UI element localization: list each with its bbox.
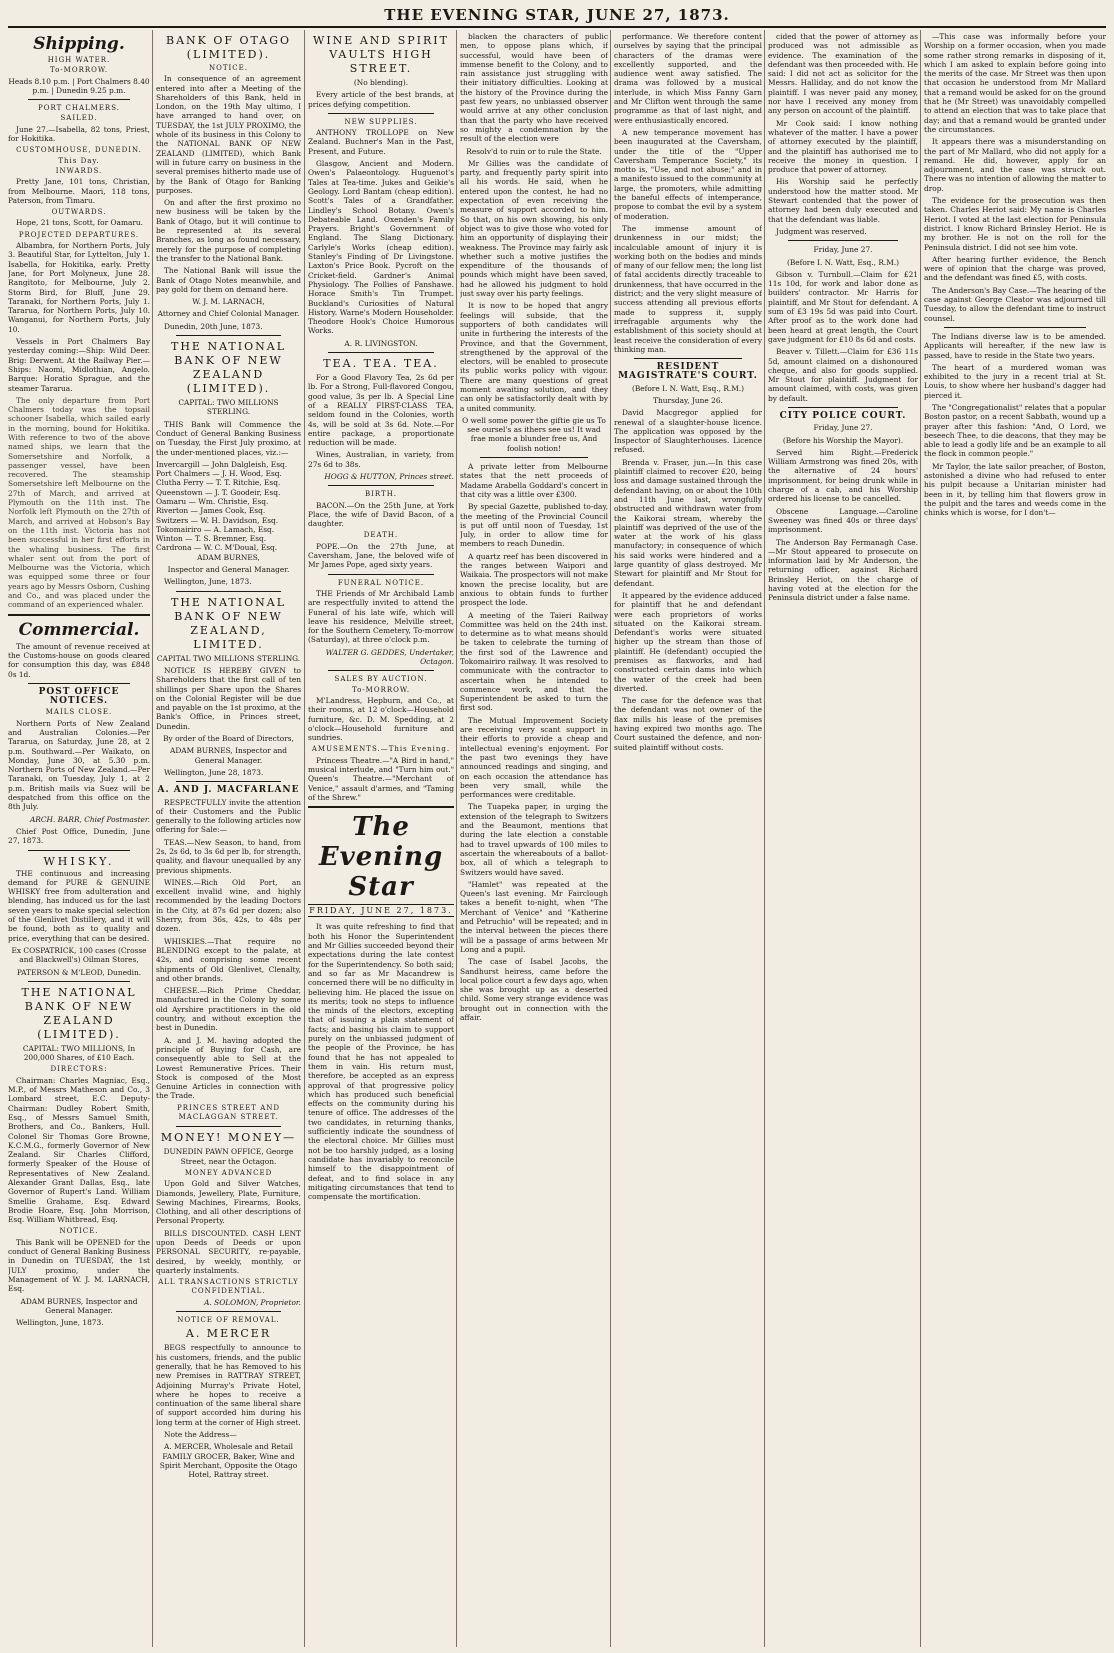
news-item: The Tuapeka paper, in urging the extension of the telegraph to Switzers and the Beaumont, mentions that during the late election a constable had to travel upwards of 100 miles to ascertain the whereabouts of a ballot-box, all of which a telegraph to Switzers would have saved. bbox=[460, 802, 608, 877]
divider bbox=[28, 99, 130, 100]
branch-row: Clutha Ferry — T. T. Ritchie, Esq. bbox=[156, 478, 281, 488]
divider bbox=[328, 113, 434, 114]
leading-article: It was quite refreshing to find that both his Honor the Superintendent and Mr Gillies succeeded beyond their expectations during the late contest for the Superintendency. So both said; and so far as Mr Macandrew is concerned there will be no difficulty in believing him. He placed the issue on its merits; took no steps to influence the minds of the electors, excepting that of issuing a plain statement of facts; and basing his claim to support purely on the unbiassed judgment of the people of the Province, he has found that he has not appealed to them in vain. His return must, therefore, be accepted as an express approval of that progressive policy which has produced such beneficial effects on the community during his tenure of office. The addresses of the two candidates, in returning thanks, sufficiently indicate the soundness of the electoral choice. Mr Gillies must not be too harshly judged, as a losing candidate has invariably to reconcile himself to the disappointment of defeat, and to find solace in any mitigating circumstances that tend to compensate the mortification. bbox=[308, 922, 454, 1202]
otago-signature-title: Attorney and Chief Colonial Manager. bbox=[157, 309, 300, 319]
directors-text: Chairman: Charles Magniac, Esq., M.P., of Messrs Matheson and Co., 3 Lombard street, E.C. Deputy-Chairman: Dudley Robert Smith, Esq., of Messrs Samuel Smith, Brothers, and Co., Bankers, Hull. Colonel Sir Thomas Gore Browne, K.C.M.G., formerly Governor of New Zealand. Sir Charles Clifford, formerly Speaker of the House of Representatives of New Zealand. Alexander Grant Dallas, Esq., late Governor of Rupert's Land. William Smellie Grahame, Esq. Edward Brodie Hoare, Esq. John Morrison, Esq. William Whitbread, Esq. bbox=[8, 1075, 150, 1225]
article-paragraph: blacken the characters of public men, to oppose plans which, if successful, would have been of immense benefit to the Colony, and to rain assistance just struggling with their initiatory difficulties. Looking at the history of the Province during the past few years, no unbiassed observer would arrive at any other conclusion than that the party who have received so mighty a condemnation by the result of the election were bbox=[460, 32, 608, 144]
nb2-date: Wellington, June 28, 1873. bbox=[164, 767, 264, 777]
friday-before: (Before I. N. Watt, Esq., R.M.) bbox=[786, 257, 900, 267]
court-case: cided that the power of attorney as produced was not admissible as evidence. The examination of the defendant was then proceeded with. He said: I did not act as solicitor for the Messrs. Halliday, and do not know the plaintiff. I was never paid any money, nor have I received any money from any person on account of the plaintiff. bbox=[768, 32, 918, 116]
tea-text: For a Good Flavory Tea, 2s 6d per lb. For a Strong, Full-flavored Congou, good value, 3s per lb. A Special Line of a REALLY FIRST-CLASS TEA, seldom found in the Colonies, worth 4s, will be sold at 3s 6d. Note.—For entire package, a proportionate reduction will be made. bbox=[308, 373, 454, 448]
bank-notice-date: Wellington, June, 1873. bbox=[16, 1318, 104, 1328]
inwards-label: INWARDS. bbox=[55, 166, 103, 175]
whisky-signature: PATERSON & M'LEOD, Dunedin. bbox=[16, 967, 142, 977]
divider bbox=[28, 683, 130, 684]
branch-row: Switzers — W. H. Davidson, Esq. bbox=[156, 515, 279, 525]
news-item: The case of Isabel Jacobs, the Sandhurst heiress, came before the local police court a few days ago, when she was brought up as a deserted child. Some very strange evidence was brought out in connection with the affair. bbox=[460, 957, 608, 1022]
column-4 bbox=[460, 32, 608, 1647]
high-water-heading: HIGH WATER. bbox=[47, 56, 111, 64]
branch-row: Cardrona — W. C. M'Doual, Esq. bbox=[156, 543, 278, 553]
macfarlane-teas: TEAS.—New Season, to hand, from 2s, 2s 6d, to 3s 6d per lb, for strength, quality, and flavour unequalled by any previous shipments. bbox=[156, 837, 301, 875]
commercial-text: The amount of revenue received at the Customs-house on goods cleared for consumption this day, was £848 0s 1d. bbox=[8, 641, 150, 679]
wine-vaults-heading: WINE AND SPIRIT VAULTS HIGH STREET. bbox=[313, 34, 449, 75]
column-5 bbox=[614, 32, 762, 1647]
news-item: A new temperance movement has been inaugurated at the Caversham, under the title of the "Upper Caversham Temperance Society," its motto is, "Use, and not abuse;" and in a manifesto issued to the community at large, the promoters, while admitting the baneful effects of intemperance, propose to combat the evil by a system of moderation. bbox=[614, 127, 762, 221]
sailed-label: SAILED. bbox=[60, 114, 98, 123]
news-item: performance. We therefore content ourselves by saying that the principal characters of the dramas were excellently supported, and the audience went away satisfied. The drama was followed by a musical interlude, in which Miss Fanny Garn and Mr Clifton went through the same programme as that of last night, and were enthusiastically encored. bbox=[614, 32, 762, 125]
news-item: The Mutual Improvement Society are receiving very scant support in their efforts to provide a cheap and intellectual evening's enjoyment. For the past two evenings they have announced readings and singing, and on each occasion the attendance has been very small, while the performances were creditable. bbox=[460, 715, 608, 800]
court-case: Beaver v. Tillett.—Claim for £36 11s 5d, amount claimed on a dishonoured cheque, and also for goods supplied. Mr Stout for plaintiff. Judgment for amount claimed, with costs, was given by default. bbox=[768, 347, 918, 403]
projected-text: Albambra, for Northern Ports, July 3. Beautiful Star, for Lyttelton, July 1. Isabella, for Hokitika, early. Pretty Jane, for Port Molyneux, June 28. Rangitoto, for Melbourne, July 2. Storm Bird, for Bluff, June 29. Taranaki, for Northern Ports, July 1. Tararua, for Northern Ports, July 10. Wanganui, for Northern Ports, July 10. bbox=[8, 241, 150, 334]
birth-heading: BIRTH. bbox=[364, 490, 398, 499]
divider bbox=[176, 1311, 281, 1312]
commercial-heading: Commercial. bbox=[18, 619, 140, 640]
branch-row: Winton — T. S. Bremner, Esq. bbox=[156, 534, 267, 544]
amusements-text: Princess Theatre.—"A Bird in hand," musical interlude, and "Turn him out." Queen's Theatre.—"Merchant of Venice," assault d'armes, and "Taming of the Shrew." bbox=[308, 755, 454, 802]
bank-notice-heading: NOTICE. bbox=[59, 1227, 99, 1236]
money-advanced-label: MONEY ADVANCED bbox=[184, 1168, 273, 1177]
new-supplies-heading: NEW SUPPLIES. bbox=[344, 117, 418, 126]
tea-heading: TEA. TEA. TEA. bbox=[323, 357, 439, 371]
divider bbox=[8, 614, 150, 616]
post-office-heading: POST OFFICE NOTICES. bbox=[38, 686, 120, 707]
news-item: The heart of a murdered woman was exhibited to the jury in a recent trial at St. Louis, to show where her husband's dagger had pierced it. bbox=[924, 362, 1106, 400]
sailed-text: June 27.—Isabella, 82 tons, Priest, for Hokitika. bbox=[8, 124, 150, 144]
issue-dateline: FRIDAY, JUNE 27, 1873. bbox=[308, 904, 454, 917]
sales-text: M'Landress, Hepburn, and Co., at their rooms, at 12 o'clock—Household furniture, &c. D. M. Spedding, at 2 o'clock—Household furniture and sundries. bbox=[308, 695, 454, 743]
column-1 bbox=[8, 32, 150, 1647]
mercer-heading: A. MERCER bbox=[185, 1327, 272, 1341]
court-case: The Anderson's Bay Case.—The hearing of the case against George Cleator was adjourned till Tuesday, to allow the defendant time to instruct counsel. bbox=[924, 285, 1106, 323]
death-heading: DEATH. bbox=[363, 531, 399, 540]
this-day-label: This Day. bbox=[58, 156, 100, 165]
column-6 bbox=[768, 32, 918, 1647]
news-item: The Indians diverse law is to be amended. Applicants will hereafter, if the new law is passed, have to reside in the State two years. bbox=[924, 331, 1106, 360]
court-case: The evidence for the prosecution was then taken. Charles Heriot said: My name is Charles Heriot. I voted at the last election for Peninsula district. I know Richard Brinsley Heriot. He is my brother. He is not on the roll for the Peninsula district. I did not see him vote. bbox=[924, 196, 1106, 252]
column-rule bbox=[456, 30, 457, 1647]
divider bbox=[328, 485, 434, 486]
nb2-capital: CAPITAL TWO MILLIONS STERLING. bbox=[156, 653, 301, 663]
divider bbox=[944, 327, 1086, 328]
customhouse-heading: CUSTOMHOUSE, DUNEDIN. bbox=[16, 146, 142, 155]
column-2 bbox=[156, 32, 301, 1647]
death-text: POPE.—On the 27th June, at Caversham, Jane, the beloved wife of Mr James Pope, aged sixty years. bbox=[308, 541, 454, 570]
removal-heading: NOTICE OF REMOVAL. bbox=[177, 1316, 280, 1325]
national-bank-heading-2: THE NATIONAL BANK OF NEW ZEALAND (LIMITED). bbox=[171, 340, 286, 396]
macfarlane-cheese: CHEESE.—Rich Prime Cheddar, manufactured in the Colony by some old Ayrshire practitioners in the old country, and without exception the best in Dunedin. bbox=[156, 986, 301, 1033]
divider bbox=[176, 1126, 281, 1127]
column-rule bbox=[764, 30, 765, 1647]
hogg-signature: HOGG & HUTTON, Princes street. bbox=[324, 471, 454, 481]
divider bbox=[328, 574, 434, 575]
otago-text: In consequence of an agreement entered into after a Meeting of the Shareholders of this Bank, held in London, on the 19th May ultimo, I have arranged to hand over, on TUESDAY, the 1st JULY PROXIMO, the whole of its business in this Colony to the NATIONAL BANK OF NEW ZEALAND (LIMITED), which Bank will in future carry on business in the several premises hitherto made use of by the Bank of Otago for Banking purposes. bbox=[156, 74, 301, 195]
news-item: By special Gazette, published to-day, the meeting of the Provincial Council is put off until noon of Tuesday, 1st July, in order to allow time for members to reach Dunedin. bbox=[460, 502, 608, 549]
article-paragraph: It is now to be hoped that angry feelings will subside, that the supporters of both candidates will unite in furthering the interests of the Province, and that the Government, strengthened by the approval of the electors, will be enabled to prosecute its public works policy with vigour. There are many questions of great moment awaiting solution, and they can only be satisfactorily dealt with by a united community. bbox=[460, 301, 608, 413]
mercer-note: Note the Address— bbox=[164, 1430, 237, 1440]
city-court-before: (Before his Worship the Mayor). bbox=[782, 435, 904, 445]
page-masthead: THE EVENING STAR, JUNE 27, 1873. bbox=[8, 6, 1106, 28]
otago-notice-label: NOTICE. bbox=[209, 64, 248, 72]
bank-notice-text: This Bank will be OPENED for the conduct of General Banking Business in Dunedin on TUESDAY, the 1st JULY proximo, under the Management of W. J. M. LARNACH, Esq. bbox=[8, 1237, 150, 1294]
evening-star-logo: The Evening Star bbox=[318, 812, 444, 903]
court-case: Mr Cook said: I know nothing whatever of the matter. I have a power of attorney executed by the plaintiff, and the plaintiff has authorised me to receive the money in question. I produce that power of attorney. bbox=[768, 118, 918, 175]
macfarlane-wines: WINES.—Rich Old Port, an excellent invalid wine, and highly recommended by the leading Doctors in the City, at 87s 6d per dozen; also Sherry, from 36s, 42s, to 48s per dozen. bbox=[156, 877, 301, 934]
national-bank-heading: THE NATIONAL BANK OF NEW ZEALAND (LIMITED). bbox=[21, 985, 137, 1041]
whisky-shipment: Ex COSPATRICK, 100 cases (Crosse and Blackwell's) Oilman Stores, bbox=[11, 945, 147, 965]
court-case: The Anderson Bay Fermanagh Case.—Mr Stout appeared to prosecute on information laid by Mr Anderson, the returning officer, against Richard Brinsley Heriot, on the charge of having voted at the election for the Peninsula district under a false name. bbox=[768, 537, 918, 603]
branch-row: Oamaru — Wm. Christie, Esq. bbox=[156, 496, 269, 506]
whisky-heading: WHISKY. bbox=[43, 854, 115, 868]
mails-close-label: MAILS CLOSE. bbox=[45, 708, 113, 717]
amusements-heading: AMUSEMENTS.—This Evening. bbox=[311, 745, 451, 754]
divider bbox=[788, 240, 898, 241]
money-signature: A. SOLOMON, Proprietor. bbox=[204, 1297, 301, 1307]
divider bbox=[328, 352, 434, 353]
court-case: Obscene Language.—Caroline Sweeney was fined 40s or three days' imprisonment. bbox=[768, 506, 918, 535]
money-bills: BILLS DISCOUNTED. CASH LENT upon Deeds of Deeds or upon PERSONAL SECURITY, re-payable, desired, by weekly, monthly, or quarterly instalments. bbox=[156, 1228, 301, 1275]
whisky-text: THE continuous and increasing demand for PURE & GENUINE WHISKY free from adulteration and blending, has induced us for the last seven years to make special selection of the Glenlivet Distillery, and it will be found, both as to quality and price, everything that can be desired. bbox=[8, 868, 150, 943]
friday-date: Friday, June 27. bbox=[813, 245, 873, 255]
divider bbox=[176, 781, 281, 782]
book-list: Glasgow, Ancient and Modern. Owen's Palaeontology. Huguenot's Tales at Tea-time. Jukes and Geikie's Geology. Lord Bantam (cheap edition). Scott's Tales of a Grandfather. Lindley's School Botany. Owen's Debateable Land. Oxenden's Family Prayers. Bright's Government of England. The Slang Dictionary. Carlyle's Works (cheap edition). Stanley's Finding of Dr Livingstone. Laxton's Price Book. Pycroft on the Cricket-field. Gardner's Animal Physiology. The Follies of Fanshawe. Horace Smith's Tin Trumpet. Buckland's Curiosities of Natural History. Warne's Modern Householder. Theodore Hook's Choice Humorous Works. bbox=[308, 159, 454, 336]
projected-heading: PROJECTED DEPARTURES. bbox=[18, 230, 140, 239]
court-case: Served him Right.—Frederick William Armstrong was fined 20s, with the alternative of 24 hours' imprisonment, for being drunk while in charge of a cab, and his Worship ordered his license to be cancelled. bbox=[768, 447, 918, 504]
otago-date: Dunedin, 20th June, 1873. bbox=[164, 321, 263, 331]
money-text: Upon Gold and Silver Watches, Diamonds, Jewellery, Plate, Furniture, Sewing Machines, Firearms, Books, Clothing, and all other descriptions of Personal Property. bbox=[156, 1179, 301, 1226]
nb-text: THIS Bank will Commence the Conduct of General Banking Business on Tuesday, the First July proximo, at the under-mentioned places, viz.:— bbox=[156, 419, 301, 457]
shipping-body: The only departure from Port Chalmers today was the topsail schooner Isabella, which sailed early in the morning, bound for Hokitika. With reference to two of the above named ships, we learn that the Somersetshire and Norfolk, a passenger vessel, have been recovered. The steamship Somersetshire left Melbourne on the 27th of March, and arrived at Plymouth on the 11th inst. The Norfolk left Plymouth on the 27th of March, and arrived at Hobson's Bay on the 11th inst. Victoria has not been successful in her first efforts in the whaling business. The first whaler sent out from the port of Melbourne was the Victoria, which was equipped some three or four years ago by Messrs Osborn, Cushing and Co., and was placed under the command of an experienced whaler. bbox=[8, 395, 150, 610]
money-subheading: DUNEDIN PAWN OFFICE, George Street, near the Octagon. bbox=[163, 1147, 294, 1166]
column-3 bbox=[308, 32, 454, 1647]
money-heading: MONEY! MONEY— bbox=[160, 1131, 297, 1145]
tomorrow-label: To-MORROW. bbox=[49, 66, 109, 75]
news-item: The immense amount of drunkenness in our midst; the incalculable amount of injury it is working both on the bodies and minds of many of our fellow men; the long list of fatal accidents directly traceable to drunkenness, that have occurred in the district; and the very slight measure of success attending all previous efforts made to suppress it, supply irrefragable arguments why the establishment of this society should at least receive the consideration of every thinking man. bbox=[614, 223, 762, 354]
article-poem: O well some power the giftie gie us To see oursel's as ithers see us! It wad frae monie a blunder free us, And foolish notion! bbox=[462, 415, 606, 453]
court-case: The case for the defence was that the defendant was not owner of the flax mills his lease of the premises having expired two months ago. The Court sustained the defence, and non-suited plaintiff without costs. bbox=[614, 696, 762, 752]
otago-text-2: On and after the first proximo no new business will be taken by the Bank of Otago, but it will continue to be represented at its several Branches, as long as found necessary, merely for the purpose of completing the transfer to the National Bank. bbox=[156, 198, 301, 263]
divider bbox=[28, 981, 130, 982]
nb2-order: By order of the Board of Directors, bbox=[163, 734, 294, 744]
court-case: Judgment was reserved. bbox=[776, 226, 867, 236]
post-signature: ARCH. BARR, Chief Postmaster. bbox=[29, 814, 150, 824]
outwards-text: Hope, 21 tons, Scott, for Oamaru. bbox=[16, 218, 144, 228]
column-rule bbox=[920, 30, 921, 1647]
news-item: Mr Taylor, the late sailor preacher, of Boston, astonished a divine who had refused to enter his pulpit because a Unitarian minister had been in it, by telling him that flowers grow in the pulpit and the tares and weeds come in the chinks which is worse, for I don't— bbox=[924, 461, 1106, 518]
column-rule bbox=[152, 30, 153, 1647]
article-paragraph: Mr Gillies was the candidate of party, and frequently party spirit into all his words. He said, when he entered upon the contest, he had no expectation of even receiving the measure of support accorded to him. So that, on his own showing, his only object was to give those who voted for him an opportunity of displaying their weakness. The Province may fairly ask whether such a motive justifies the expenditure of the thousands of pounds which might have been saved, had he allowed his judgment to hold just sway over his party feelings. bbox=[460, 158, 608, 299]
post-date: Chief Post Office, Dunedin, June 27, 1873. bbox=[8, 826, 150, 846]
wine-subheading: (No blending). bbox=[353, 78, 409, 87]
macfarlane-address: PRINCES STREET AND MACLAGGAN STREET. bbox=[177, 1103, 280, 1122]
macfarlane-heading: A. AND J. MACFARLANE bbox=[157, 785, 300, 796]
article-quote: Resolv'd to ruin or to rule the State. bbox=[466, 146, 602, 156]
funeral-heading: FUNERAL NOTICE. bbox=[337, 578, 425, 587]
wine-text: Every article of the best brands, at prices defying competition. bbox=[308, 90, 454, 109]
bank-capital: CAPITAL: TWO MILLIONS, In 200,000 Shares, of £10 Each. bbox=[22, 1043, 136, 1063]
divider bbox=[480, 457, 588, 458]
funeral-text: THE Friends of Mr Archibald Lamb are respectfully invited to attend the Funeral of his late wife, which will leave his residence, Melville street, for the Southern Cemetery, To-morrow (Saturday), at three o'clock p.m. bbox=[308, 588, 454, 645]
outwards-label: OUTWARDS. bbox=[51, 208, 107, 217]
court-case: It appeared by the evidence adduced for plaintiff that he and defendant were each proprietors of works situated on the Kaikorai stream. Defendant's works were situated higher up the stream than those of plaintiff. He (defendant) occupied the premises as flaxworks, and had constructed certain dams into which the water of the creek had been diverted. bbox=[614, 590, 762, 693]
divider bbox=[634, 358, 742, 359]
rm-court-heading: RESIDENT MAGISTRATE'S COURT. bbox=[618, 362, 758, 382]
macfarlane-text-2: A. and J. M. having adopted the principle of Buying for Cash, are consequently able to Sell at the Lowest Remunerative Prices. Their Stock is composed of the Most Genuine Articles in connection with the Trade. bbox=[156, 1035, 301, 1101]
directors-heading: DIRECTORS: bbox=[50, 1065, 108, 1074]
branch-row: Invercargill — John Dalgleish, Esq. bbox=[156, 459, 288, 469]
court-case: After hearing further evidence, the Bench were of opinion that the charge was proved, and the defendant was fined £5, with costs. bbox=[924, 254, 1106, 283]
news-item: "Hamlet" was repeated at the Queen's last evening. Mr Fairclough takes a benefit to-night, when "The Merchant of Venice" and "Katherine and Petruchio" will be repeated; and in the interval between the pieces there will be a passage of arms between Mr Long and a pupil. bbox=[460, 879, 608, 954]
branch-row: Riverton — James Cook, Esq. bbox=[156, 506, 266, 516]
divider bbox=[176, 591, 281, 592]
nb-signature-title: Inspector and General Manager. bbox=[167, 565, 290, 575]
divider bbox=[176, 335, 281, 336]
court-case: His Worship said he perfectly understood how the matter stood. Mr Stewart contended that the power of attorney had been duly executed and that the defendant was liable. bbox=[768, 177, 918, 224]
rm-court-date: Thursday, June 26. bbox=[653, 395, 723, 405]
money-confidential: ALL TRANSACTIONS STRICTLY CONFIDENTIAL. bbox=[158, 1278, 299, 1296]
vessels-text: Vessels in Port Chalmers Bay yesterday coming:—Ship: Wild Deer. Brig: Derwent. At the Railway Pier.—Ships: Naomi, Midlothian, Angelo. Barque: Horatio Sprague, and the steamer Tararua. bbox=[8, 337, 150, 393]
court-case: Gibson v. Turnbull.—Claim for £21 11s 10d, for work and labor done as builders' contractor. Mr Harris for plaintiff, and Mr Stout for defendant. A sum of £3 19s 5d was paid into Court. After proof as to the work done had been heard at great length, the Court gave judgment for £10 8s 6d and costs. bbox=[768, 269, 918, 344]
macfarlane-whiskies: WHISKIES.—That require no BLENDING except to the palate, at 42s, and comprising some recent shipments of Old Glenlivet, Clenalty, and other brands. bbox=[156, 936, 301, 983]
inwards-text: Pretty Jane, 101 tons, Christian, from Melbourne. Maori, 118 tons, Paterson, from Timaru. bbox=[8, 177, 150, 205]
sales-heading: SALES BY AUCTION. bbox=[334, 675, 428, 684]
court-case: Brenda v. Fraser, jun.—In this case plaintiff claimed to recover £20, being loss and damage sustained through the defendant having, on or about the 10th and 11th June last, wrongfully obstructed and withdrawn water from the Kaikorai stream, whereby the plaintiff was deprived of the use of the water at the work of his glass manufactory; in consequence of which his said works were hindered and a large quantity of glass destroyed. Mr Stewart for plaintiff and Mr Stout for defendant. bbox=[614, 457, 762, 588]
column-rule bbox=[304, 30, 305, 1647]
nb-branch-list bbox=[156, 460, 301, 553]
otago-signature: W. J. M. LARNACH, bbox=[192, 297, 265, 307]
birth-text: BACON.—On the 25th June, at York Place, the wife of David Bacon, of a daughter. bbox=[308, 500, 454, 529]
sales-tomorrow: To-MORROW. bbox=[351, 685, 411, 694]
bank-notice-signature: ADAM BURNES, Inspector and General Manager. bbox=[20, 1296, 138, 1315]
branch-row: Port Chalmers — J. H. Wood, Esq. bbox=[156, 469, 282, 479]
court-case: It appears there was a misunderstanding on the part of Mr Mallard, who did not apply for a remand. He did, however, apply for an adjournment, and the case was struck out. There was no intention of allowing the matter to drop. bbox=[924, 137, 1106, 193]
tide-table: Heads 8.10 p.m. | Port Chalmers 8.40 p.m. | Dunedin 9.25 p.m. bbox=[8, 76, 150, 95]
column-rule bbox=[610, 30, 611, 1647]
branch-row: Queenstown — J. T. Goodeir, Esq. bbox=[156, 487, 281, 497]
port-chalmers-heading: PORT CHALMERS. bbox=[38, 104, 120, 113]
nb2-text: NOTICE IS HEREBY GIVEN to Shareholders that the first call of ten shillings per Share upon the Shares on the Colonial Register will be due and payable on the 1st proximo, at the Bank's Office, in Princes street, Dunedin. bbox=[156, 665, 301, 731]
city-police-court-heading: CITY POLICE COURT. bbox=[779, 410, 907, 421]
court-case: David Macgregor applied for renewal of a slaughter-house licence. The application was opposed by the Inspector of Slaughterhouses. Licence refused. bbox=[614, 408, 762, 455]
city-court-date: Friday, June 27. bbox=[813, 423, 873, 433]
column-7 bbox=[924, 32, 1106, 1647]
nb-date: Wellington, June, 1873. bbox=[164, 577, 252, 587]
divider bbox=[788, 407, 898, 408]
shipping-heading: Shipping. bbox=[33, 34, 125, 54]
nb2-signature: ADAM BURNES, Inspector and General Manager. bbox=[169, 746, 288, 765]
rm-court-before: (Before I. N. Watt, Esq., R.M.) bbox=[631, 383, 745, 393]
nb-capital: CAPITAL: TWO MILLIONS STERLING. bbox=[178, 398, 279, 417]
divider bbox=[28, 850, 130, 851]
national-bank-heading-3: THE NATIONAL BANK OF NEW ZEALAND, LIMITED. bbox=[171, 595, 286, 651]
nb-signature: ADAM BURNES, bbox=[197, 552, 260, 562]
post-text: Northern Ports of New Zealand and Australian Colonies.—Per Tararua, on Saturday, June 28, at 2 p.m. Southward.—Per Waikato, on Monday, June 30, at 5.30 p.m. Northern Ports of New Zealand.—Per Taranaki, on Tuesday, July 1, at 2 p.m. British mails via Suez will be despatched from this office on the 8th July. bbox=[8, 718, 150, 812]
livingston-signature: A. R. LIVINGSTON. bbox=[344, 338, 418, 348]
news-item: A quartz reef has been discovered in the ranges between Waipori and Waikaia. The prospectors will not make known the precise locality, but are anxious to obtain funds to further prospect the lode. bbox=[460, 551, 608, 608]
bank-of-otago-heading: BANK OF OTAGO (LIMITED). bbox=[165, 34, 292, 61]
news-item: A private letter from Melbourne states that the nett proceeds of Madame Arabella Goddard's concert in that city was a little over £300. bbox=[460, 462, 608, 499]
branch-row: Tokomairiro — A. Lamach, Esq. bbox=[156, 524, 275, 534]
trollope-text: ANTHONY TROLLOPE on New Zealand. Buchner's Man in the Past, Present, and Future. bbox=[308, 128, 454, 156]
news-item: The "Congregationalist" relates that a popular Boston pastor, on a recent Sabbath, wound up a prayer after this fashion: "And, O Lord, we beseech Thee, to die deacons, that they may be able to lead a godly life and be an example to all the flock in common people." bbox=[924, 402, 1106, 459]
divider bbox=[308, 806, 454, 808]
macfarlane-text: RESPECTFULLY invite the attention of their Customers and the Public generally to the following articles now offering for Sale:— bbox=[156, 797, 301, 835]
mercer-signature: A. MERCER, Wholesale and Retail FAMILY GROCER, Baker, Wine and Spirit Merchant, Opposite the Otago Hotel, Rattray street. bbox=[159, 1442, 298, 1480]
tea-wines: Wines, Australian, in variety, from 27s 6d to 38s. bbox=[308, 450, 454, 469]
funeral-signature: WALTER G. GEDDES, Undertaker, Octagon. bbox=[325, 647, 454, 667]
otago-text-3: The National Bank will issue the Bank of Otago Notes meanwhile, and pay gold for them on demand here. bbox=[156, 266, 301, 294]
court-case: —This case was informally before your Worship on a former occasion, when you made some rather strong remarks in disposing of it, which I am asked to explain before going into the merits of the case. Mr Street was then upon that occasion he understood from Mr Mallard that a remand would be asked for on the ground that he (Mr Street) was unavoidably compelled to attend an election that was to take place that day; and that a remand would be granted under the circumstances. bbox=[924, 32, 1106, 134]
divider bbox=[328, 670, 434, 671]
mercer-text: BEGS respectfully to announce to his customers, friends, and the public generally, that he has Removed to his new Premises in RATTRAY STREET, Adjoining Murray's Private Hotel, where he hopes to receive a continuation of the same liberal share of support accorded him during his long term at the corner of High street. bbox=[156, 1343, 301, 1427]
news-item: A meeting of the Taieri Railway Committee was held on the 24th inst. to determine as to what means should be taken to celebrate the turning of the first sod of the Lawrence and Tokomairiro railway. It was resolved to communicate with the contractor to ascertain when he intended to commence work, and that the Superintendent be asked to turn the first sod. bbox=[460, 610, 608, 713]
